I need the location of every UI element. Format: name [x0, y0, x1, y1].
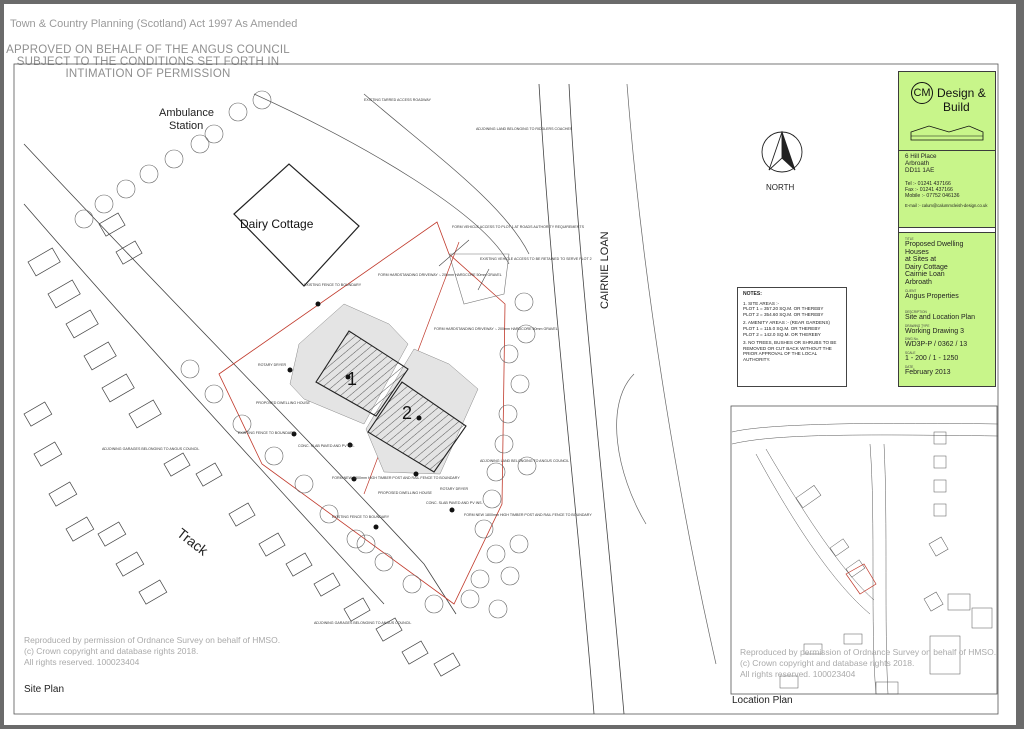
- road-edge-east: [569, 84, 624, 714]
- cm-monogram: CM: [911, 82, 933, 104]
- dairy-cottage-label: Dairy Cottage: [240, 217, 314, 231]
- plot-1-number: 1: [347, 369, 358, 389]
- addr-line-3: DD11 1AE: [905, 167, 935, 175]
- dwg-no: WD3P-P / 0362 / 13: [905, 341, 968, 349]
- cairnie-loan-label: CAIRNIE LOAN: [599, 231, 611, 309]
- road-curve: [617, 374, 646, 524]
- os-line-2b: (c) Crown copyright and database rights 2018.: [740, 658, 915, 668]
- description: Site and Location Plan: [905, 314, 976, 322]
- note-rotary-dryer-2: ROTARY DRYER: [440, 487, 469, 491]
- lbl-description: DESCRIPTION: [905, 310, 927, 315]
- note-1-plot1: PLOT 1 = 357.20 SQ.M. OR THEREBY: [743, 306, 824, 312]
- note-existing-fence-3: EXISTING FENCE TO BOUNDARY: [332, 515, 390, 519]
- drawing-type: Working Drawing 3: [905, 327, 965, 335]
- os-line-3b: All rights reserved. 100023404: [740, 669, 856, 679]
- project-title-4: Cairnie Loan: [905, 271, 945, 279]
- note-rotary-dryer-1: ROTARY DRYER: [258, 363, 287, 367]
- site-plan-label: Site Plan: [24, 684, 65, 695]
- road-edge-west: [539, 84, 594, 714]
- company-address: [899, 151, 995, 228]
- os-line-1: Reproduced by permission of Ordnance Survey on behalf of HMSO.: [24, 635, 281, 645]
- note-conc-slab-2: CONC. SLAB PAVED AND PV INS.: [426, 501, 483, 505]
- north-arrow: [762, 132, 802, 172]
- lbl-dwg-no: DWG No.: [905, 337, 919, 342]
- access-road-edge: [254, 94, 509, 264]
- lbl-drawing-type: DRAWING TYPE: [905, 323, 930, 328]
- os-copyright-site: [24, 635, 280, 668]
- north-label: NORTH: [766, 183, 795, 192]
- os-line-3: All rights reserved. 100023404: [24, 657, 140, 667]
- date: February 2013: [905, 368, 951, 376]
- notes-box: [737, 287, 847, 387]
- note-existing-fence-1: EXISTING FENCE TO BOUNDARY: [304, 283, 362, 287]
- track-label: Track: [174, 524, 212, 559]
- drawing-sheet: [4, 4, 1016, 725]
- email: E-mail :- calum@calummcleish-design.co.uk: [905, 202, 988, 208]
- note-1-plot2: PLOT 2 = 354.60 SQ.M. OR THEREBY: [743, 311, 824, 317]
- lbl-client: CLIENT: [905, 288, 917, 293]
- project-title-2: at Sites at: [905, 256, 937, 264]
- notes-title: NOTES:: [743, 291, 762, 297]
- note-1: [743, 301, 841, 318]
- project-title-3: Dairy Cottage: [905, 263, 948, 271]
- house-illustration: [909, 122, 985, 142]
- project-title-1: Proposed Dwelling Houses: [905, 241, 964, 256]
- note-adjoining-land: ADJOINING LAND BELONGING TO RIDDLERS COACHES: [476, 127, 573, 131]
- note-adjoining-land-2: ADJOINING LAND BELONGING TO ANGUS COUNCIL: [480, 459, 570, 463]
- tel: Tel :- 01241 437166: [905, 180, 951, 187]
- note-2-title: 2. AMENITY AREAS :- (REAR GARDENS): [743, 320, 830, 326]
- mobile: Mobile :- 07752 046136: [905, 192, 960, 199]
- plot-2-number: 2: [402, 403, 413, 423]
- road-verge: [627, 84, 716, 664]
- access-road-edge-2: [364, 94, 529, 254]
- note-conc-slab-1: CONC. SLAB PAVED AND PV INS.: [298, 444, 355, 448]
- brand-line-2: Build: [943, 100, 970, 114]
- approval-line-2: SUBJECT TO THE CONDITIONS SET FORTH IN: [16, 56, 280, 68]
- note-1-title: 1. SITE AREAS :-: [743, 300, 779, 306]
- location-plan-label: Location Plan: [732, 695, 793, 706]
- addr-line-1: 6 Hill Place: [905, 153, 937, 160]
- note-proposed-dwelling-2: PROPOSED DWELLING HOUSE: [378, 491, 432, 495]
- note-existing-access: EXISTING VEHICLE ACCESS TO BE RETAINED TO SERVE PLOT 2: [480, 257, 592, 261]
- ambulance-label-1: Ambulance: [159, 107, 215, 119]
- addr-line-2: Arbroath: [905, 160, 930, 168]
- note-form-fence-2: FORM NEW 1800mm HIGH TIMBER POST AND RAIL FENCE TO BOUNDARY: [464, 513, 592, 517]
- project-info: [899, 232, 995, 386]
- project-title-5: Arbroath: [905, 278, 932, 286]
- note-3: 3. NO TREES, BUSHES OR SHRUBS TO BE REMOVED OR CUT BACK WITHOUT THE PRIOR APPROVAL OF THE LOCAL AUTHORITY.: [743, 340, 837, 362]
- note-2-plot2: PLOT 2 = 142.0 SQ.M. OR THEREBY: [743, 331, 821, 337]
- approval-line-1: APPROVED ON BEHALF OF THE ANGUS COUNCIL: [6, 44, 290, 56]
- client: Angus Properties: [905, 292, 959, 300]
- note-hardstanding-1: FORM HARDSTANDING DRIVEWAY :- 200mm HARDCORE 50mm GRAVEL: [378, 273, 502, 277]
- note-adjoining-garages-1: ADJOINING GARAGES BELONGING TO ANGUS COUNCIL: [102, 447, 200, 451]
- note-proposed-dwelling-1: PROPOSED DWELLING HOUSE: [256, 401, 310, 405]
- note-form-fence-1: FORM NEW 1800mm HIGH TIMBER POST AND RAIL FENCE TO BOUNDARY: [332, 476, 460, 480]
- approval-line-3: INTIMATION OF PERMISSION: [65, 68, 231, 80]
- os-line-1b: Reproduced by permission of Ordnance Survey on behalf of HMSO.: [740, 647, 997, 657]
- note-hardstanding-2: FORM HARDSTANDING DRIVEWAY :- 200mm HARDCORE 50mm GRAVEL: [434, 327, 558, 331]
- ambulance-label-2: Station: [169, 120, 204, 132]
- note-form-vehicle-access: FORM VEHICLE ACCESS TO PLOT 1 AT ROADS AUTHORITY REQUIREMENTS: [452, 225, 584, 229]
- location-site-marker: [846, 564, 876, 594]
- title-block: [898, 71, 996, 387]
- note-existing-fence-2: EXISTING FENCE TO BOUNDARY: [238, 431, 296, 435]
- act-header: Town & Country Planning (Scotland) Act 1997 As Amended: [10, 18, 298, 30]
- site-plan-drawing: [4, 4, 1016, 725]
- note-2-plot1: PLOT 1 = 115.0 SQ.M. OR THEREBY: [743, 325, 821, 331]
- note-adjoining-garages-2: ADJOINING GARAGES BELONGING TO ANGUS COUNCIL: [314, 621, 412, 625]
- brand-line-1: Design &: [937, 86, 986, 100]
- note-existing-tarred: EXISTING TARRED ACCESS ROADWAY: [364, 98, 431, 102]
- lbl-title: TITLE: [905, 237, 914, 241]
- lbl-scale: SCALE: [905, 350, 916, 355]
- os-line-2: (c) Crown copyright and database rights 2018.: [24, 646, 199, 656]
- site-plan-frame: [14, 64, 998, 714]
- note-2: [743, 320, 841, 337]
- os-copyright-location: [740, 647, 996, 680]
- scale: 1 - 200 / 1 - 1250: [905, 354, 959, 362]
- company-logo: [899, 72, 995, 151]
- lbl-date: DATE: [905, 364, 914, 369]
- fax: Fax :- 01241 437166: [905, 186, 953, 193]
